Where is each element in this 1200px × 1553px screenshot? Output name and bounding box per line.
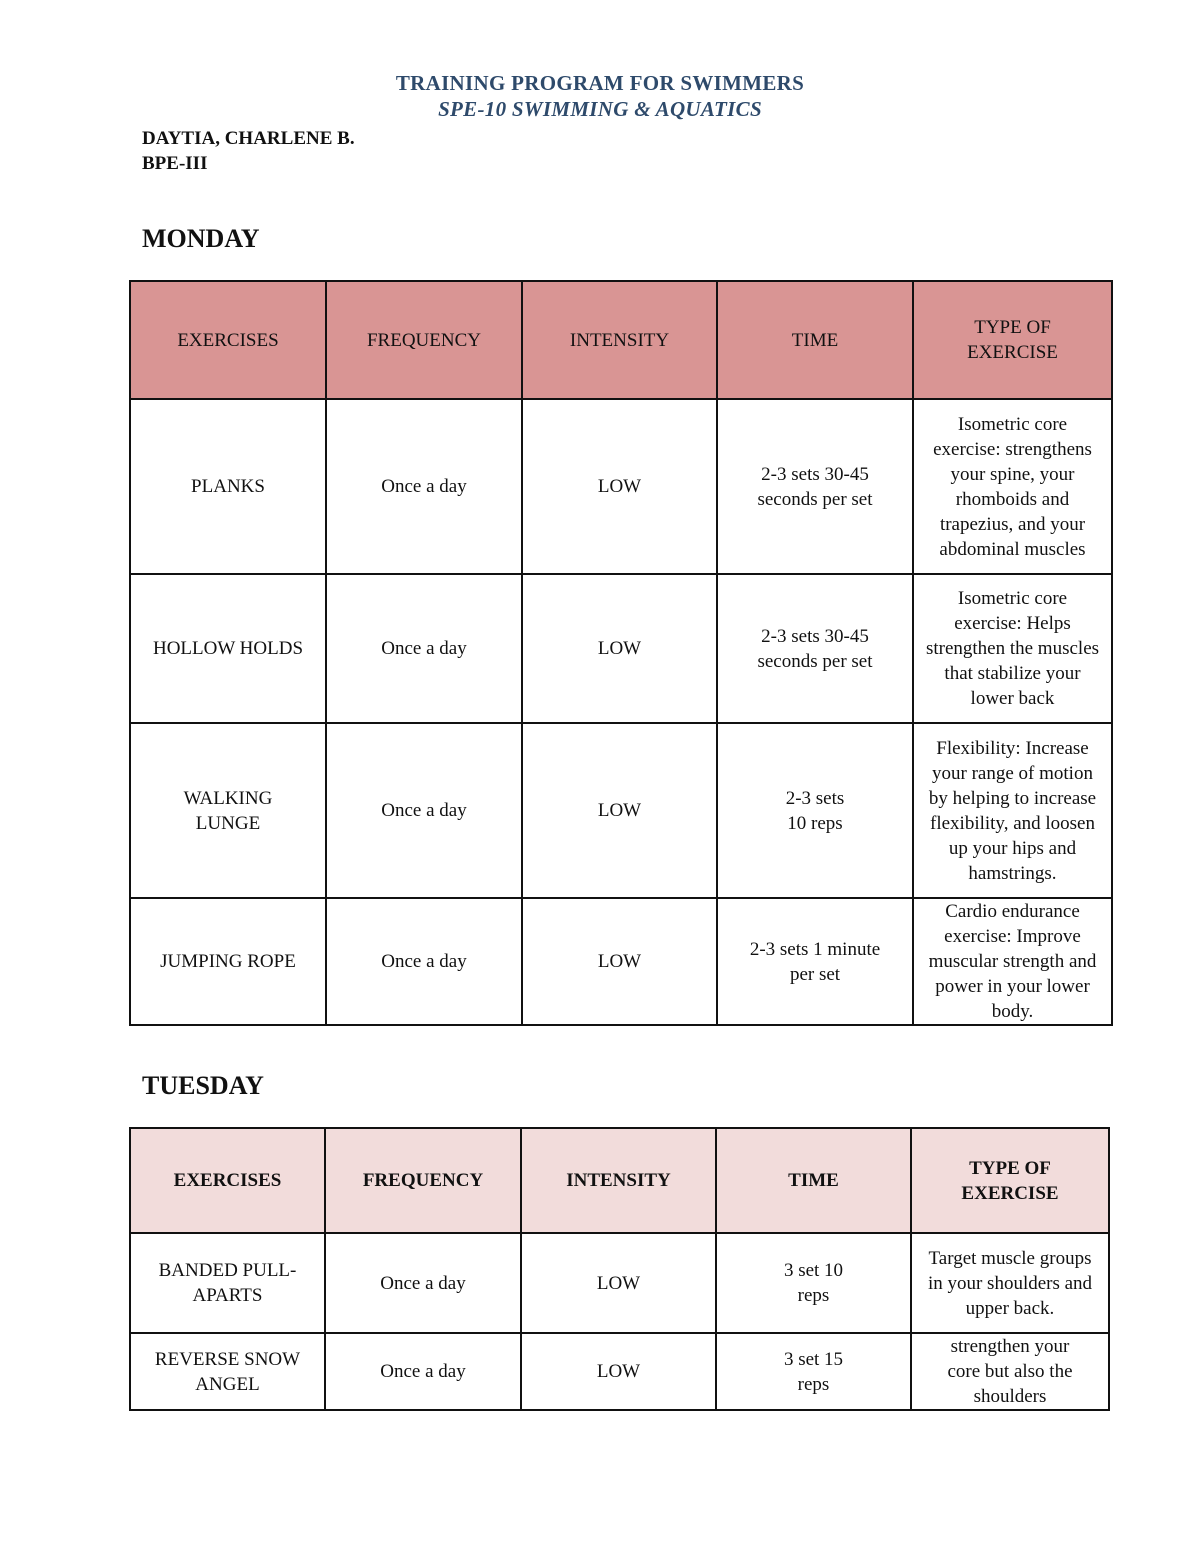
table-row	[130, 399, 1112, 574]
frequency-cell: Once a day	[325, 1233, 521, 1333]
student-course: BPE-III	[142, 153, 208, 174]
course-subtitle: SPE-10 SWIMMING & AQUATICS	[438, 97, 762, 121]
table-row	[130, 723, 1112, 898]
frequency-cell: Once a day	[325, 1333, 521, 1410]
table-row	[130, 898, 1112, 1025]
time-cell: 2-3 sets 1 minute per set	[717, 898, 913, 1025]
type-cell: Isometric core exercise: strengthens your spine, your rhomboids and trapezius, and your abdominal muscles	[913, 399, 1112, 574]
intensity-cell: LOW	[521, 1233, 716, 1333]
table-row	[130, 574, 1112, 723]
monday-table	[129, 280, 1113, 1026]
table-row	[130, 1233, 1109, 1333]
frequency-cell: Once a day	[326, 574, 522, 723]
column-header-exercises: EXERCISES	[130, 1128, 325, 1233]
column-header-type-of-exercise: TYPE OF EXERCISE	[911, 1128, 1109, 1233]
exercise-cell: HOLLOW HOLDS	[130, 574, 326, 723]
exercise-cell: BANDED PULL-APARTS	[130, 1233, 325, 1333]
column-header-time: TIME	[716, 1128, 911, 1233]
time-cell: 2-3 sets 30-45 seconds per set	[717, 574, 913, 723]
exercise-cell: JUMPING ROPE	[130, 898, 326, 1025]
column-header-frequency: FREQUENCY	[325, 1128, 521, 1233]
column-header-exercises: EXERCISES	[130, 281, 326, 399]
frequency-cell: Once a day	[326, 898, 522, 1025]
type-cell: Isometric core exercise: Helps strengthen the muscles that stabilize your lower back	[913, 574, 1112, 723]
intensity-cell: LOW	[522, 898, 717, 1025]
tuesday-header-row	[130, 1128, 1109, 1233]
author-block	[142, 126, 355, 176]
frequency-cell: Once a day	[326, 399, 522, 574]
document-title: TRAINING PROGRAM FOR SWIMMERS	[395, 71, 805, 95]
frequency-cell: Once a day	[326, 723, 522, 898]
tuesday-heading: TUESDAY	[142, 1071, 264, 1100]
table-row	[130, 1333, 1109, 1410]
tuesday-table	[129, 1127, 1110, 1411]
monday-header-row	[130, 281, 1112, 399]
column-header-intensity: INTENSITY	[521, 1128, 716, 1233]
type-cell: Cardio endurance exercise: Improve muscular strength and power in your lower body.	[913, 898, 1112, 1025]
type-cell: Target muscle groups in your shoulders and upper back.	[911, 1233, 1109, 1333]
intensity-cell: LOW	[521, 1333, 716, 1410]
intensity-cell: LOW	[522, 574, 717, 723]
column-header-type-of-exercise: TYPE OF EXERCISE	[913, 281, 1112, 399]
time-cell: 3 set 10 reps	[716, 1233, 911, 1333]
type-cell: Flexibility: Increase your range of motion by helping to increase flexibility, and loosen up your hips and hamstrings.	[913, 723, 1112, 898]
column-header-time: TIME	[717, 281, 913, 399]
exercise-cell: REVERSE SNOW ANGEL	[130, 1333, 325, 1410]
monday-heading: MONDAY	[142, 224, 260, 253]
intensity-cell: LOW	[522, 399, 717, 574]
column-header-frequency: FREQUENCY	[326, 281, 522, 399]
time-cell: 2-3 sets 10 reps	[717, 723, 913, 898]
student-name: DAYTIA, CHARLENE B.	[142, 128, 355, 149]
exercise-cell: PLANKS	[130, 399, 326, 574]
type-cell: strengthen your core but also the shoulders	[911, 1333, 1109, 1410]
intensity-cell: LOW	[522, 723, 717, 898]
exercise-cell: WALKING LUNGE	[130, 723, 326, 898]
column-header-intensity: INTENSITY	[522, 281, 717, 399]
time-cell: 2-3 sets 30-45 seconds per set	[717, 399, 913, 574]
time-cell: 3 set 15 reps	[716, 1333, 911, 1410]
